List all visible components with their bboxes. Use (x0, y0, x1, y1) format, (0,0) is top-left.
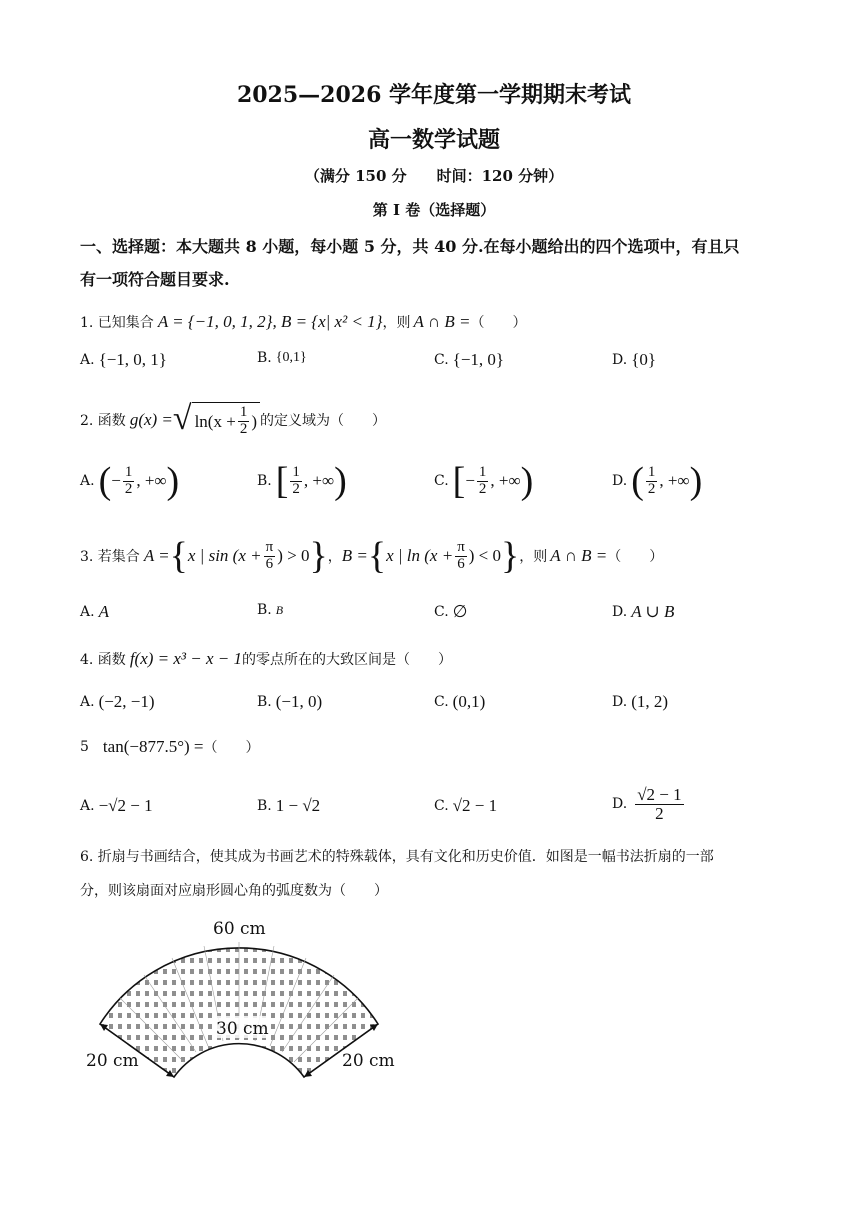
q2-tail: 的定义域为（ ） (259, 413, 386, 429)
q5-option-b: B. 1 − √2 (257, 796, 321, 815)
q5-option-a: A. −√2 − 1 (80, 796, 153, 815)
question-6-line2: 分，则该扇面对应扇形圆心角的弧度数为（ ） (80, 883, 388, 899)
q2-sqrt: √ ln(x + $\frac{1}{2}$ ) (173, 402, 260, 438)
q3-expr: A ∩ B = (550, 546, 608, 565)
inner-arc-label: 30 cm (216, 1019, 269, 1039)
q3-set-b: B = { x | ln (x + $\frac{\pi}{6}$ ) < 0 } (341, 535, 520, 577)
q1-set-a: A = {−1, 0, 1, 2} (157, 312, 273, 331)
q3-option-d: D. A ∪ B (612, 602, 675, 621)
question-2 (80, 396, 386, 444)
q4-option-b: B. (−1, 0) (257, 692, 323, 711)
volume-title: 第 I 卷（选择题） (372, 201, 496, 219)
question-5 (80, 733, 260, 761)
outer-arc-label: 60 cm (213, 919, 266, 939)
q1-blank: （ ） (470, 315, 527, 331)
q5-option-c: C. √2 − 1 (434, 796, 498, 815)
q3-set-a: A = { x | sin (x + $\frac{\pi}{6}$ ) > 0 } (143, 535, 328, 577)
subject-title: 高一数学试题 (367, 127, 500, 153)
left-edge-label: 20 cm (86, 1051, 139, 1071)
q2-fn: g(x) = (129, 410, 173, 429)
question-3: 3. 若集合 A = { x | sin (x + $\frac{\pi}{6}$ ) > 0 } ， B = { x | ln (x + $\frac{\pi}{6}$ ) < 0 } ，则 A ∩ B = （ ） (80, 535, 664, 577)
q3-option-c: C. ∅ (434, 602, 468, 621)
fan-figure (80, 912, 410, 1087)
q4-expr: f(x) = x³ − x − 1 (129, 649, 243, 668)
fan-diagram (80, 912, 410, 1087)
q3-tail: ，则 (519, 549, 548, 565)
q2-number: 2. 函数 (80, 413, 126, 429)
q4-number: 4. 函数 (80, 652, 126, 668)
q2-option-b: B. [ $\frac{1}{2}$ , +∞ ) (257, 460, 347, 502)
q5-blank: （ ） (203, 740, 260, 756)
q1-number: 1. 已知集合 (80, 315, 154, 331)
q4-option-d: D. (1, 2) (612, 692, 669, 711)
q2-option-c: C. [ − $\frac{1}{2}$ , +∞ ) (434, 460, 534, 502)
q2-option-d: D. ( $\frac{1}{2}$ , +∞ ) (612, 460, 703, 502)
q1-option-a: A. {−1, 0, 1} (80, 350, 167, 369)
radical-sign-icon: √ (172, 400, 192, 438)
q3-option-b: B. B (257, 602, 284, 618)
q1-expr: A ∩ B = (413, 312, 471, 331)
section-instructions-line1: 一、选择题：本大题共 8 小题，每小题 5 分，共 40 分.在每小题给出的四个选项中，有且只 (80, 237, 740, 256)
question-1 (80, 304, 526, 340)
question-4 (80, 645, 452, 673)
q2-option-a: A. ( − $\frac{1}{2}$ , +∞ ) (80, 460, 180, 502)
q1-option-c: C. {−1, 0} (434, 350, 505, 369)
q3-option-a: A. A (80, 602, 109, 621)
q1-option-d: D. {0} (612, 350, 657, 369)
q5-option-d: D. $\frac{√2 - 1}{2}$ (612, 785, 682, 823)
question-6-line1: 6. 折扇与书画结合，使其成为书画艺术的特殊载体，具有文化和历史价值．如图是一幅书法折扇的一部 (80, 849, 714, 865)
q1-set-b: , B = {x| x² < 1} (272, 312, 383, 331)
q3-number: 3. 若集合 (80, 549, 140, 565)
q5-number: 5 (80, 739, 89, 755)
q1-option-b: B. {0,1} (257, 350, 307, 366)
exam-title: 2025—2026 学年度第一学期期末考试 (236, 82, 632, 108)
q4-option-c: C. (0,1) (434, 692, 486, 711)
q3-blank: （ ） (607, 549, 664, 565)
right-edge-label: 20 cm (342, 1051, 395, 1071)
section-instructions-line2: 有一项符合题目要求. (80, 270, 230, 289)
q4-tail: 的零点所在的大致区间是（ ） (242, 652, 453, 668)
q1-tail: ，则 (382, 315, 411, 331)
exam-info: （满分 150 分 时间：120 分钟） (304, 167, 564, 185)
q4-option-a: A. (−2, −1) (80, 692, 155, 711)
q5-expr: tan(−877.5°) = (102, 737, 204, 756)
